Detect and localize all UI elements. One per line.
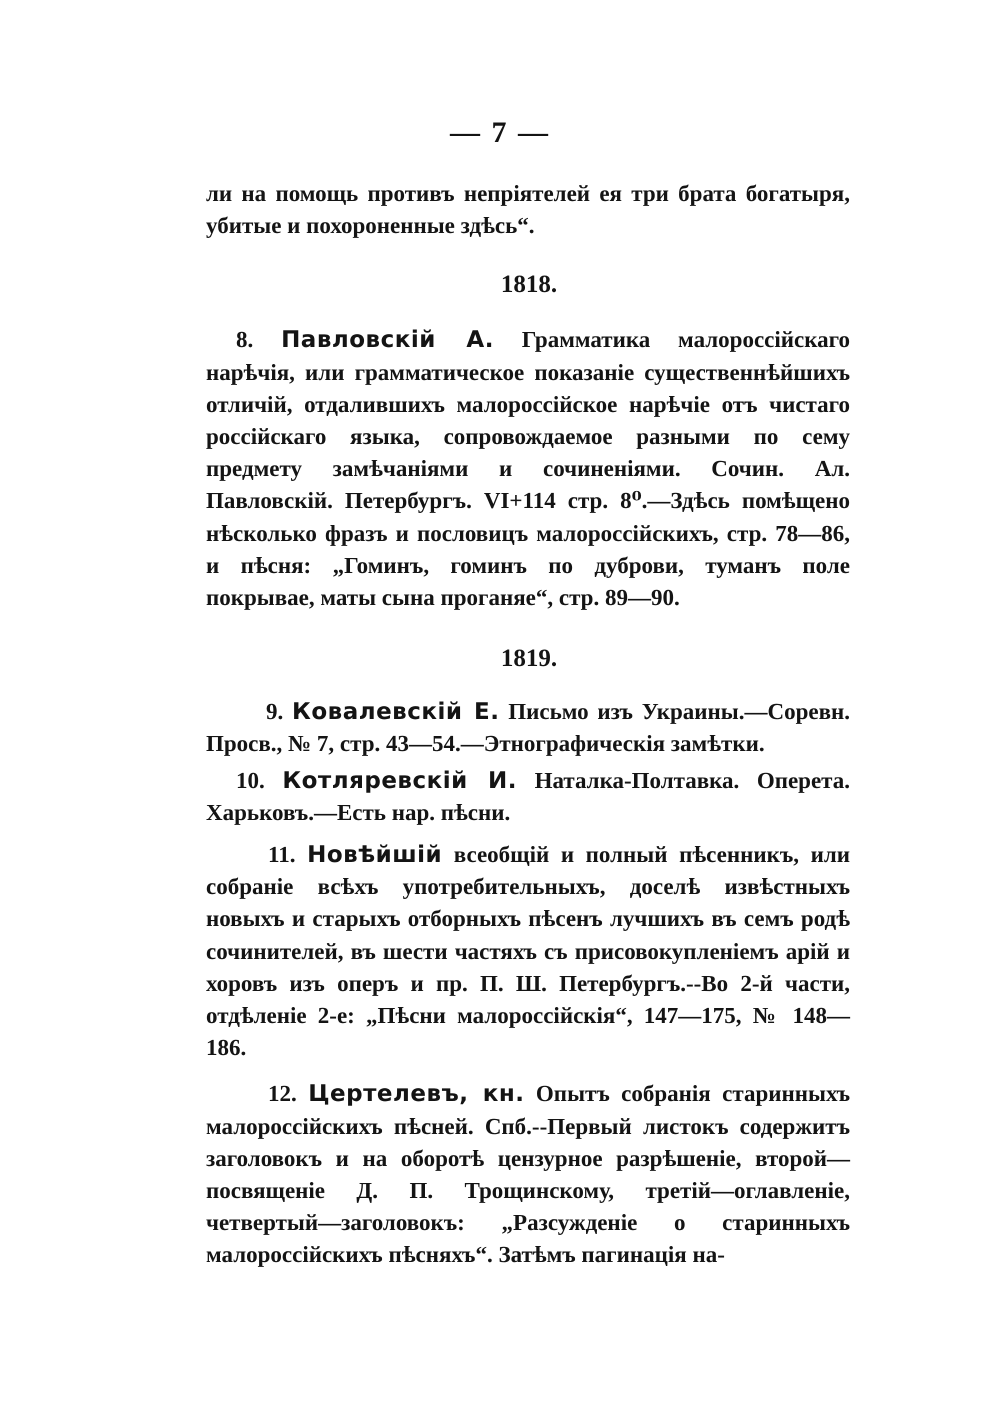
entry-text: Опытъ собранія старинныхъ малороссійскихъ пѣсней. Спб.--Первый листокъ содержитъ заголовокъ и на оборотѣ цензурное разрѣшеніе, второй—посвященіе Д. П. Трощинскому, третій—оглавленіе, четвертый—заголовокъ: „Разсужденіе о старинныхъ малороссійскихъ пѣсняхъ“. Затѣмъ пагинація на-	[206, 1081, 851, 1268]
intro-paragraph: ли на помощь противъ непріятелей ея три брата богатыря, убитые и похороненные здѣсь“.	[206, 181, 850, 239]
entry-10	[206, 765, 850, 829]
entry-12	[206, 1078, 850, 1271]
entry-8	[206, 324, 850, 614]
entry-number: 10.	[236, 767, 265, 793]
text-column	[206, 178, 850, 1272]
entry-author: Ковалевскій Е.	[292, 699, 500, 726]
year-heading-1818: 1818.	[500, 271, 558, 299]
year-heading-1819: 1819.	[500, 645, 558, 673]
entry-number: 8.	[236, 327, 254, 353]
entry-author: Цертелевъ, кн.	[308, 1081, 525, 1108]
entry-author: Павловскій А.	[281, 327, 494, 354]
entry-9	[206, 696, 850, 760]
entry-text: Грамматика малороссійскаго нарѣчія, или грамматическое показаніе существеннѣйшихъ отличій, отдалившихъ малороссійское нарѣчіе отъ чистаго россійскаго языка, сопровождаемое разными по сему предмету замѣчаніями и сочиненіями. Сочин. Ал. Павловскій. Петербургъ. VI+114 стр. 8⁰.—Здѣсь помѣщено нѣсколько фразъ и пословицъ малороссійскихъ, стр. 78—86, и пѣсня: „Гоминъ, гоминъ по дуброви, туманъ поле покрывае, маты сына проганяе“, стр. 89—90.	[206, 327, 851, 611]
entry-text: Наталка-Полтавка. Оперета. Харьковъ.—Есть нар. пѣсни.	[206, 767, 851, 825]
entry-11	[206, 839, 850, 1064]
entry-author: Котляревскій И.	[282, 767, 518, 794]
entry-author: Новѣйшій	[307, 842, 443, 869]
page-number: — 7 —	[450, 116, 550, 149]
entry-text: Письмо изъ Украины.—Соревн. Просв., № 7, стр. 43—54.—Этнографическія замѣтки.	[206, 699, 851, 757]
entry-text: всеобщій и полный пѣсенникъ, или собраніе всѣхъ употребительныхъ, доселѣ извѣстныхъ новыхъ и старыхъ отборныхъ пѣсенъ лучшихъ въ семъ родѣ сочинителей, въ шести частяхъ съ присовокупленіемъ арій и хоровъ изъ оперъ и пр. П. Ш. Петербургъ.--Во 2-й части, отдѣленіе 2-е: „Пѣсни малороссійскія“, 147—175, № 148—186.	[206, 842, 851, 1061]
entry-number: 9.	[266, 699, 284, 725]
entry-number: 11.	[268, 842, 296, 868]
entry-number: 12.	[268, 1081, 297, 1107]
